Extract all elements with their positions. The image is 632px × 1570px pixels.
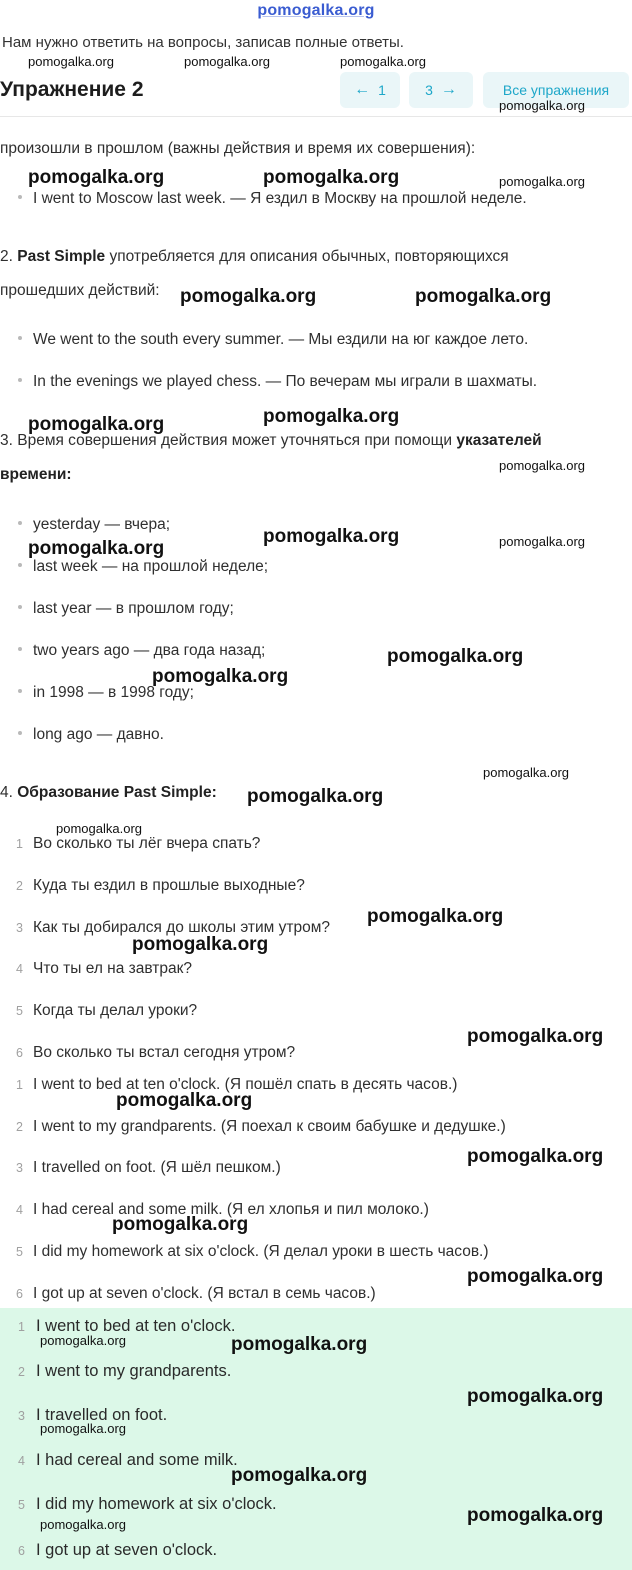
question-text: Что ты ел на завтрак? bbox=[33, 960, 193, 977]
rule1-example-text: I went to Moscow last week. — Я ездил в Москву на прошлой неделе. bbox=[33, 190, 527, 207]
answer-translated-text: I did my homework at six o'clock. (Я делал уроки в шесть часов.) bbox=[33, 1243, 489, 1260]
watermark: pomogalka.org bbox=[40, 1333, 126, 1348]
bullet-dot bbox=[18, 689, 22, 693]
answer-translated-text: I travelled on foot. (Я шёл пешком.) bbox=[33, 1159, 281, 1176]
watermark: pomogalka.org bbox=[40, 1517, 126, 1532]
time-marker-text: two years ago — два года назад; bbox=[33, 642, 266, 659]
answer-text: I did my homework at six o'clock. bbox=[36, 1495, 277, 1513]
watermark: pomogalka.org bbox=[184, 54, 270, 69]
rule2-example-text: In the evenings we played chess. — По вечерам мы играли в шахматы. bbox=[33, 373, 538, 390]
answer-translated-text: I went to bed at ten o'clock. (Я пошёл спать в десять часов.) bbox=[33, 1076, 458, 1093]
watermark: pomogalka.org bbox=[415, 286, 552, 307]
rule4-line bbox=[0, 784, 217, 802]
answer-text: I travelled on foot. bbox=[36, 1406, 168, 1424]
rule2-example bbox=[18, 373, 537, 391]
rule4-bold: Образование Past Simple: bbox=[17, 784, 217, 801]
rule3-bold: указателей bbox=[456, 432, 542, 449]
watermark: pomogalka.org bbox=[483, 765, 569, 780]
question-number: 5 bbox=[16, 1004, 23, 1018]
prev-exercise-button[interactable] bbox=[340, 72, 400, 108]
watermark: pomogalka.org bbox=[56, 821, 142, 836]
rule2-example bbox=[18, 331, 528, 349]
question-text: Когда ты делал уроки? bbox=[33, 1002, 198, 1019]
bullet-dot bbox=[18, 195, 22, 199]
time-marker-text: in 1998 — в 1998 году; bbox=[33, 684, 194, 701]
watermark: pomogalka.org bbox=[180, 286, 317, 307]
watermark: pomogalka.org bbox=[152, 666, 289, 687]
answer-number: 4 bbox=[18, 1454, 25, 1468]
watermark: pomogalka.org bbox=[116, 1090, 253, 1111]
rule2-text: употребляется для описания обычных, повторяющихся bbox=[109, 248, 509, 265]
time-marker-text: last week — на прошлой неделе; bbox=[33, 558, 269, 575]
answer-text: I had cereal and some milk. bbox=[36, 1451, 238, 1469]
watermark: pomogalka.org bbox=[263, 406, 400, 427]
watermark: pomogalka.org bbox=[247, 786, 384, 807]
time-marker-item bbox=[18, 516, 170, 534]
answer-translated-text: I got up at seven o'clock. (Я встал в семь часов.) bbox=[33, 1285, 376, 1302]
answer-text: I got up at seven o'clock. bbox=[36, 1541, 218, 1559]
watermark: pomogalka.org bbox=[112, 1214, 249, 1235]
answer-translated-text: I had cereal and some milk. (Я ел хлопья и пил молоко.) bbox=[33, 1201, 429, 1218]
watermark: pomogalka.org bbox=[467, 1026, 604, 1047]
time-marker-item bbox=[18, 726, 164, 744]
watermark: pomogalka.org bbox=[28, 167, 165, 188]
rule2-example-text: We went to the south every summer. — Мы ездили на юг каждое лето. bbox=[33, 331, 529, 348]
arrow-left-icon: ← bbox=[354, 81, 371, 98]
question-text: Куда ты ездил в прошлые выходные? bbox=[33, 877, 305, 894]
watermark: pomogalka.org bbox=[467, 1386, 604, 1407]
bullet-dot bbox=[18, 378, 22, 382]
question-text: Как ты добирался до школы этим утром? bbox=[33, 919, 331, 936]
answer-number: 5 bbox=[16, 1245, 23, 1259]
watermark: pomogalka.org bbox=[499, 98, 585, 113]
time-marker-item bbox=[18, 642, 265, 660]
time-marker-item bbox=[18, 558, 268, 576]
watermark: pomogalka.org bbox=[231, 1465, 368, 1486]
divider bbox=[0, 116, 632, 117]
watermark: pomogalka.org bbox=[499, 458, 585, 473]
watermark: pomogalka.org bbox=[132, 934, 269, 955]
rule4-number: 4. bbox=[0, 784, 13, 801]
prev-exercise-label: 1 bbox=[378, 82, 386, 98]
answer-number: 4 bbox=[16, 1203, 23, 1217]
watermark: pomogalka.org bbox=[467, 1146, 604, 1167]
answer-number: 6 bbox=[18, 1544, 25, 1558]
watermark: pomogalka.org bbox=[40, 1421, 126, 1436]
bullet-dot bbox=[18, 605, 22, 609]
answer-number: 2 bbox=[16, 1120, 23, 1134]
rule2-number: 2. bbox=[0, 248, 13, 265]
watermark: pomogalka.org bbox=[467, 1266, 604, 1287]
question-number: 4 bbox=[16, 962, 23, 976]
answer-number: 6 bbox=[16, 1287, 23, 1301]
rule2-line bbox=[0, 248, 509, 266]
question-number: 1 bbox=[16, 837, 23, 851]
answer-number: 1 bbox=[16, 1078, 23, 1092]
next-exercise-button[interactable] bbox=[409, 72, 473, 108]
exercise-title: Упражнение 2 bbox=[0, 78, 144, 101]
answer-number: 1 bbox=[18, 1320, 25, 1334]
rule3-text: Время совершения действия может уточняться при помощи bbox=[17, 432, 453, 449]
rule2-bold: Past Simple bbox=[17, 248, 106, 265]
rule3-number: 3. bbox=[0, 432, 13, 449]
watermark: pomogalka.org bbox=[263, 526, 400, 547]
watermark: pomogalka.org bbox=[499, 174, 585, 189]
watermark: pomogalka.org bbox=[367, 906, 504, 927]
watermark: pomogalka.org bbox=[28, 414, 165, 435]
answer-text: I went to bed at ten o'clock. bbox=[36, 1317, 236, 1335]
arrow-right-icon: → bbox=[440, 81, 457, 98]
rule3-line2 bbox=[0, 466, 72, 484]
all-exercises-label: Все упражнения bbox=[502, 82, 610, 98]
watermark: pomogalka.org bbox=[499, 534, 585, 549]
rule3-line bbox=[0, 432, 542, 450]
bullet-dot bbox=[18, 563, 22, 567]
bullet-dot bbox=[18, 336, 22, 340]
next-exercise-label: 3 bbox=[425, 82, 433, 98]
watermark: pomogalka.org bbox=[263, 167, 400, 188]
answer-translated-text: I went to my grandparents. (Я поехал к своим бабушке и дедушке.) bbox=[33, 1118, 506, 1135]
answer-number: 3 bbox=[16, 1161, 23, 1175]
watermark: pomogalka.org bbox=[387, 646, 524, 667]
answer-number: 3 bbox=[18, 1409, 25, 1423]
watermark: pomogalka.org bbox=[340, 54, 426, 69]
answer-number: 2 bbox=[18, 1365, 25, 1379]
question-text: Во сколько ты встал сегодня утром? bbox=[33, 1044, 296, 1061]
question-number: 6 bbox=[16, 1046, 23, 1060]
watermark: pomogalka.org bbox=[28, 54, 114, 69]
bullet-dot bbox=[18, 521, 22, 525]
answer-number: 5 bbox=[18, 1498, 25, 1512]
bullet-dot bbox=[18, 647, 22, 651]
rule1-line: произошли в прошлом (важны действия и время их совершения): bbox=[0, 140, 476, 157]
rule3-bold2: времени: bbox=[0, 466, 72, 483]
site-watermark-link[interactable]: pomogalka.org bbox=[257, 2, 375, 19]
intro-text: Нам нужно ответить на вопросы, записав полные ответы. bbox=[2, 34, 404, 51]
time-marker-item bbox=[18, 684, 194, 702]
bullet-dot bbox=[18, 731, 22, 735]
time-marker-item bbox=[18, 600, 234, 618]
answer-text: I went to my grandparents. bbox=[36, 1362, 232, 1380]
watermark: pomogalka.org bbox=[28, 538, 165, 559]
time-marker-text: long ago — давно. bbox=[33, 726, 164, 743]
rule2-line2: прошедших действий: bbox=[0, 282, 160, 299]
question-number: 2 bbox=[16, 879, 23, 893]
question-number: 3 bbox=[16, 921, 23, 935]
watermark: pomogalka.org bbox=[467, 1505, 604, 1526]
time-marker-text: last year — в прошлом году; bbox=[33, 600, 234, 617]
rule1-example bbox=[18, 190, 527, 208]
question-text: Во сколько ты лёг вчера спать? bbox=[33, 835, 261, 852]
watermark: pomogalka.org bbox=[231, 1334, 368, 1355]
time-marker-text: yesterday — вчера; bbox=[33, 516, 171, 533]
